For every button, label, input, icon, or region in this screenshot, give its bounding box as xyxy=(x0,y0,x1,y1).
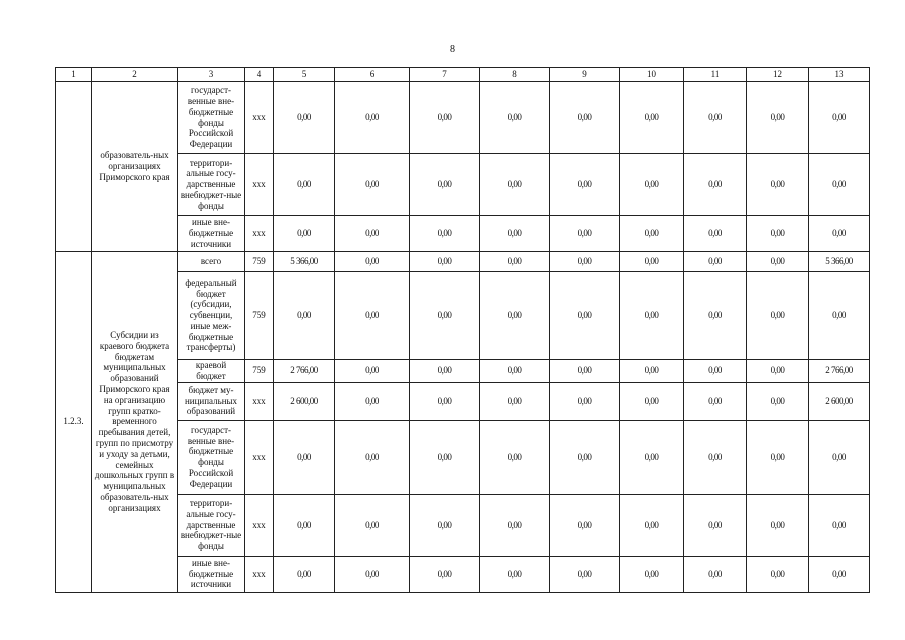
funding-source-cell: иные вне-бюджетные источники xyxy=(178,556,245,592)
value-cell: 0,00 xyxy=(550,360,620,383)
value-cell: 0,00 xyxy=(747,252,809,272)
value-cell: 5 366,00 xyxy=(809,252,870,272)
value-cell: 0,00 xyxy=(684,360,747,383)
funding-source-cell: территори-альные госу-дарственные внебюджет-ные фонды xyxy=(178,154,245,216)
funding-source-cell: бюджет му-ниципальных образований xyxy=(178,382,245,420)
value-cell: 0,00 xyxy=(684,216,747,252)
value-cell: 0,00 xyxy=(809,154,870,216)
value-cell: 2 600,00 xyxy=(809,382,870,420)
value-cell: 0,00 xyxy=(747,494,809,556)
funding-source-cell: государст-венные вне-бюджетные фонды Российской Федерации xyxy=(178,82,245,154)
value-cell: 0,00 xyxy=(809,216,870,252)
column-header: 1 xyxy=(56,68,92,82)
value-cell: 0,00 xyxy=(550,82,620,154)
table-row xyxy=(56,556,870,592)
row-number-cell xyxy=(56,82,92,252)
value-cell: 0,00 xyxy=(550,216,620,252)
column-header: 6 xyxy=(335,68,410,82)
value-cell: 0,00 xyxy=(684,420,747,494)
budget-table xyxy=(55,67,870,593)
funding-source-cell: федеральный бюджет (субсидии, субвенции, иные меж-бюджетные трансферты) xyxy=(178,272,245,360)
value-cell: 0,00 xyxy=(620,382,684,420)
value-cell: 0,00 xyxy=(480,252,550,272)
value-cell: 0,00 xyxy=(747,382,809,420)
budget-code-cell: ххх xyxy=(245,382,274,420)
table-row xyxy=(56,154,870,216)
value-cell: 0,00 xyxy=(620,360,684,383)
budget-code-cell: ххх xyxy=(245,556,274,592)
value-cell: 0,00 xyxy=(274,154,335,216)
column-header: 2 xyxy=(92,68,178,82)
column-header: 3 xyxy=(178,68,245,82)
page-number: 8 xyxy=(450,44,455,55)
value-cell: 2 600,00 xyxy=(274,382,335,420)
funding-source-cell: иные вне-бюджетные источники xyxy=(178,216,245,252)
value-cell: 0,00 xyxy=(335,494,410,556)
value-cell: 0,00 xyxy=(410,154,480,216)
value-cell: 0,00 xyxy=(480,154,550,216)
value-cell: 0,00 xyxy=(809,82,870,154)
budget-code-cell: ххх xyxy=(245,420,274,494)
value-cell: 0,00 xyxy=(809,556,870,592)
table-row xyxy=(56,252,870,272)
column-header: 7 xyxy=(410,68,480,82)
budget-code-cell: 759 xyxy=(245,252,274,272)
funding-source-cell: краевой бюджет xyxy=(178,360,245,383)
table-row xyxy=(56,360,870,383)
value-cell: 0,00 xyxy=(480,216,550,252)
value-cell: 0,00 xyxy=(274,420,335,494)
value-cell: 0,00 xyxy=(747,360,809,383)
value-cell: 0,00 xyxy=(550,420,620,494)
value-cell: 0,00 xyxy=(410,272,480,360)
value-cell: 0,00 xyxy=(550,494,620,556)
value-cell: 0,00 xyxy=(747,272,809,360)
budget-code-cell: ххх xyxy=(245,494,274,556)
row-number-cell: 1.2.3. xyxy=(56,252,92,593)
value-cell: 0,00 xyxy=(410,252,480,272)
value-cell: 0,00 xyxy=(684,556,747,592)
column-header: 4 xyxy=(245,68,274,82)
column-header: 8 xyxy=(480,68,550,82)
value-cell: 0,00 xyxy=(747,420,809,494)
value-cell: 0,00 xyxy=(550,382,620,420)
value-cell: 0,00 xyxy=(410,556,480,592)
value-cell: 0,00 xyxy=(747,216,809,252)
value-cell: 0,00 xyxy=(809,272,870,360)
measure-name-cell: Субсидии из краевого бюджета бюджетам муниципальных образований Приморского края на организацию групп кратко-временного пребывания детей, групп по присмотру и уходу за детьми, семейных дошкольных групп в муниципальных образователь-ных организациях xyxy=(92,252,178,593)
budget-code-cell: 759 xyxy=(245,360,274,383)
value-cell: 0,00 xyxy=(684,382,747,420)
value-cell: 0,00 xyxy=(480,494,550,556)
value-cell: 0,00 xyxy=(620,154,684,216)
value-cell: 0,00 xyxy=(410,82,480,154)
value-cell: 0,00 xyxy=(335,556,410,592)
value-cell: 0,00 xyxy=(620,216,684,252)
value-cell: 0,00 xyxy=(335,420,410,494)
column-header: 10 xyxy=(620,68,684,82)
value-cell: 0,00 xyxy=(335,382,410,420)
table-row xyxy=(56,82,870,154)
value-cell: 0,00 xyxy=(684,154,747,216)
column-header: 11 xyxy=(684,68,747,82)
value-cell: 0,00 xyxy=(410,494,480,556)
value-cell: 0,00 xyxy=(335,154,410,216)
funding-source-cell: государст-венные вне-бюджетные фонды Российской Федерации xyxy=(178,420,245,494)
value-cell: 0,00 xyxy=(274,216,335,252)
value-cell: 0,00 xyxy=(480,420,550,494)
budget-code-cell: ххх xyxy=(245,82,274,154)
value-cell: 0,00 xyxy=(335,360,410,383)
value-cell: 0,00 xyxy=(410,360,480,383)
value-cell: 0,00 xyxy=(480,382,550,420)
value-cell: 0,00 xyxy=(550,272,620,360)
table-row xyxy=(56,216,870,252)
value-cell: 0,00 xyxy=(410,382,480,420)
funding-source-cell: территори-альные госу-дарственные внебюджет-ные фонды xyxy=(178,494,245,556)
value-cell: 0,00 xyxy=(620,420,684,494)
table-row xyxy=(56,382,870,420)
column-header: 12 xyxy=(747,68,809,82)
value-cell: 0,00 xyxy=(480,556,550,592)
value-cell: 0,00 xyxy=(335,272,410,360)
value-cell: 0,00 xyxy=(274,556,335,592)
value-cell: 0,00 xyxy=(480,82,550,154)
measure-name-cell: образователь-ных организациях Приморского края xyxy=(92,82,178,252)
budget-code-cell: ххх xyxy=(245,154,274,216)
value-cell: 0,00 xyxy=(274,82,335,154)
column-number-row xyxy=(56,68,870,82)
value-cell: 2 766,00 xyxy=(274,360,335,383)
value-cell: 0,00 xyxy=(747,556,809,592)
budget-code-cell: ххх xyxy=(245,216,274,252)
value-cell: 0,00 xyxy=(809,420,870,494)
column-header: 5 xyxy=(274,68,335,82)
column-header: 9 xyxy=(550,68,620,82)
value-cell: 0,00 xyxy=(410,216,480,252)
column-header: 13 xyxy=(809,68,870,82)
value-cell: 0,00 xyxy=(480,360,550,383)
value-cell: 0,00 xyxy=(684,494,747,556)
section-a-rows xyxy=(56,82,870,252)
value-cell: 0,00 xyxy=(335,216,410,252)
value-cell: 0,00 xyxy=(274,272,335,360)
section-b-rows xyxy=(56,252,870,593)
value-cell: 0,00 xyxy=(550,556,620,592)
value-cell: 0,00 xyxy=(620,494,684,556)
value-cell: 0,00 xyxy=(620,272,684,360)
value-cell: 0,00 xyxy=(684,272,747,360)
value-cell: 0,00 xyxy=(620,556,684,592)
value-cell: 0,00 xyxy=(335,252,410,272)
value-cell: 0,00 xyxy=(480,272,550,360)
value-cell: 2 766,00 xyxy=(809,360,870,383)
value-cell: 0,00 xyxy=(274,494,335,556)
value-cell: 0,00 xyxy=(747,154,809,216)
value-cell: 0,00 xyxy=(684,252,747,272)
value-cell: 0,00 xyxy=(335,82,410,154)
value-cell: 0,00 xyxy=(809,494,870,556)
table-row xyxy=(56,494,870,556)
value-cell: 0,00 xyxy=(410,420,480,494)
value-cell: 5 366,00 xyxy=(274,252,335,272)
value-cell: 0,00 xyxy=(684,82,747,154)
value-cell: 0,00 xyxy=(550,154,620,216)
budget-code-cell: 759 xyxy=(245,272,274,360)
value-cell: 0,00 xyxy=(620,252,684,272)
table-row xyxy=(56,272,870,360)
value-cell: 0,00 xyxy=(620,82,684,154)
value-cell: 0,00 xyxy=(747,82,809,154)
table-row xyxy=(56,420,870,494)
value-cell: 0,00 xyxy=(550,252,620,272)
funding-source-cell: всего xyxy=(178,252,245,272)
